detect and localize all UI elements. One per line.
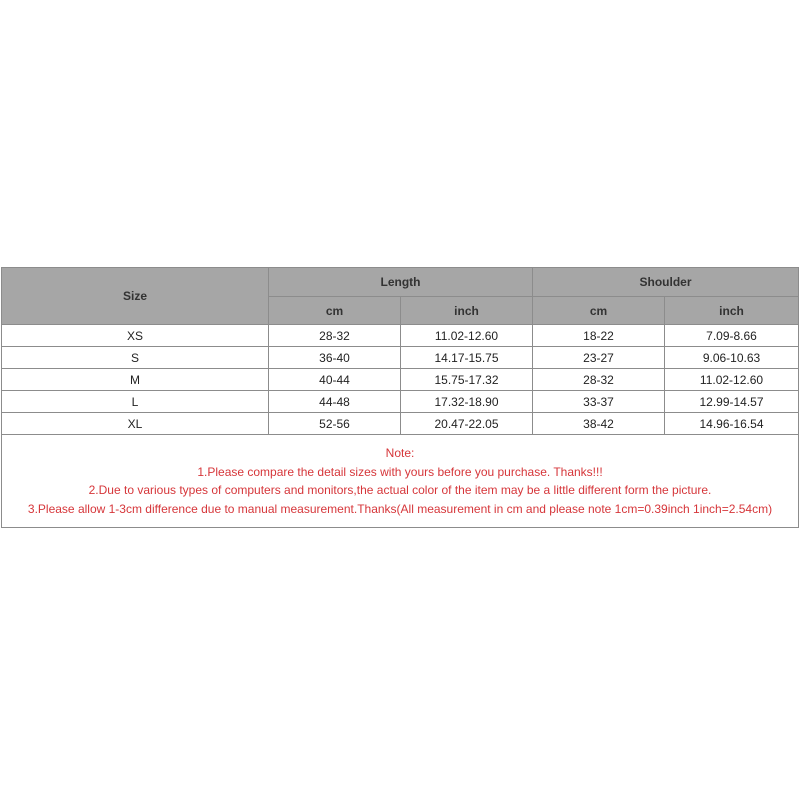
length-cm-header: cm (269, 297, 401, 325)
notes-row (2, 435, 799, 528)
length-inch-cell: 14.17-15.75 (401, 347, 533, 369)
length-cm-cell: 36-40 (269, 347, 401, 369)
notes-cell (2, 435, 799, 528)
size-cell: M (2, 369, 269, 391)
length-inch-header: inch (401, 297, 533, 325)
shoulder-cm-header: cm (533, 297, 665, 325)
shoulder-inch-cell: 9.06-10.63 (665, 347, 799, 369)
length-inch-cell: 15.75-17.32 (401, 369, 533, 391)
shoulder-cm-cell: 23-27 (533, 347, 665, 369)
size-cell: L (2, 391, 269, 413)
table-row (2, 347, 799, 369)
shoulder-group-header: Shoulder (533, 268, 799, 297)
size-table (1, 267, 799, 528)
header-group-row (2, 268, 799, 297)
size-chart (1, 267, 798, 528)
size-cell: XL (2, 413, 269, 435)
table-row (2, 413, 799, 435)
note-line-1: 1.Please compare the detail sizes with yours before you purchase. Thanks!!! (197, 464, 603, 479)
shoulder-cm-cell: 18-22 (533, 325, 665, 347)
shoulder-inch-cell: 11.02-12.60 (665, 369, 799, 391)
size-column-header: Size (2, 268, 269, 325)
shoulder-inch-cell: 14.96-16.54 (665, 413, 799, 435)
length-group-header: Length (269, 268, 533, 297)
length-inch-cell: 17.32-18.90 (401, 391, 533, 413)
note-title: Note: (385, 446, 415, 460)
shoulder-cm-cell: 28-32 (533, 369, 665, 391)
length-cm-cell: 28-32 (269, 325, 401, 347)
note-line-3: 3.Please allow 1-3cm difference due to manual measurement.Thanks(All measurement in cm and please note 1cm=0.39inch 1inch=2.54cm) (27, 501, 773, 516)
shoulder-inch-header: inch (665, 297, 799, 325)
shoulder-cm-cell: 38-42 (533, 413, 665, 435)
table-row (2, 391, 799, 413)
table-row (2, 325, 799, 347)
table-row (2, 369, 799, 391)
shoulder-cm-cell: 33-37 (533, 391, 665, 413)
length-cm-cell: 52-56 (269, 413, 401, 435)
shoulder-inch-cell: 12.99-14.57 (665, 391, 799, 413)
length-cm-cell: 44-48 (269, 391, 401, 413)
length-cm-cell: 40-44 (269, 369, 401, 391)
size-cell: XS (2, 325, 269, 347)
length-inch-cell: 20.47-22.05 (401, 413, 533, 435)
length-inch-cell: 11.02-12.60 (401, 325, 533, 347)
note-line-2: 2.Due to various types of computers and monitors,the actual color of the item may be a little different form the picture. (88, 483, 712, 497)
size-cell: S (2, 347, 269, 369)
shoulder-inch-cell: 7.09-8.66 (665, 325, 799, 347)
